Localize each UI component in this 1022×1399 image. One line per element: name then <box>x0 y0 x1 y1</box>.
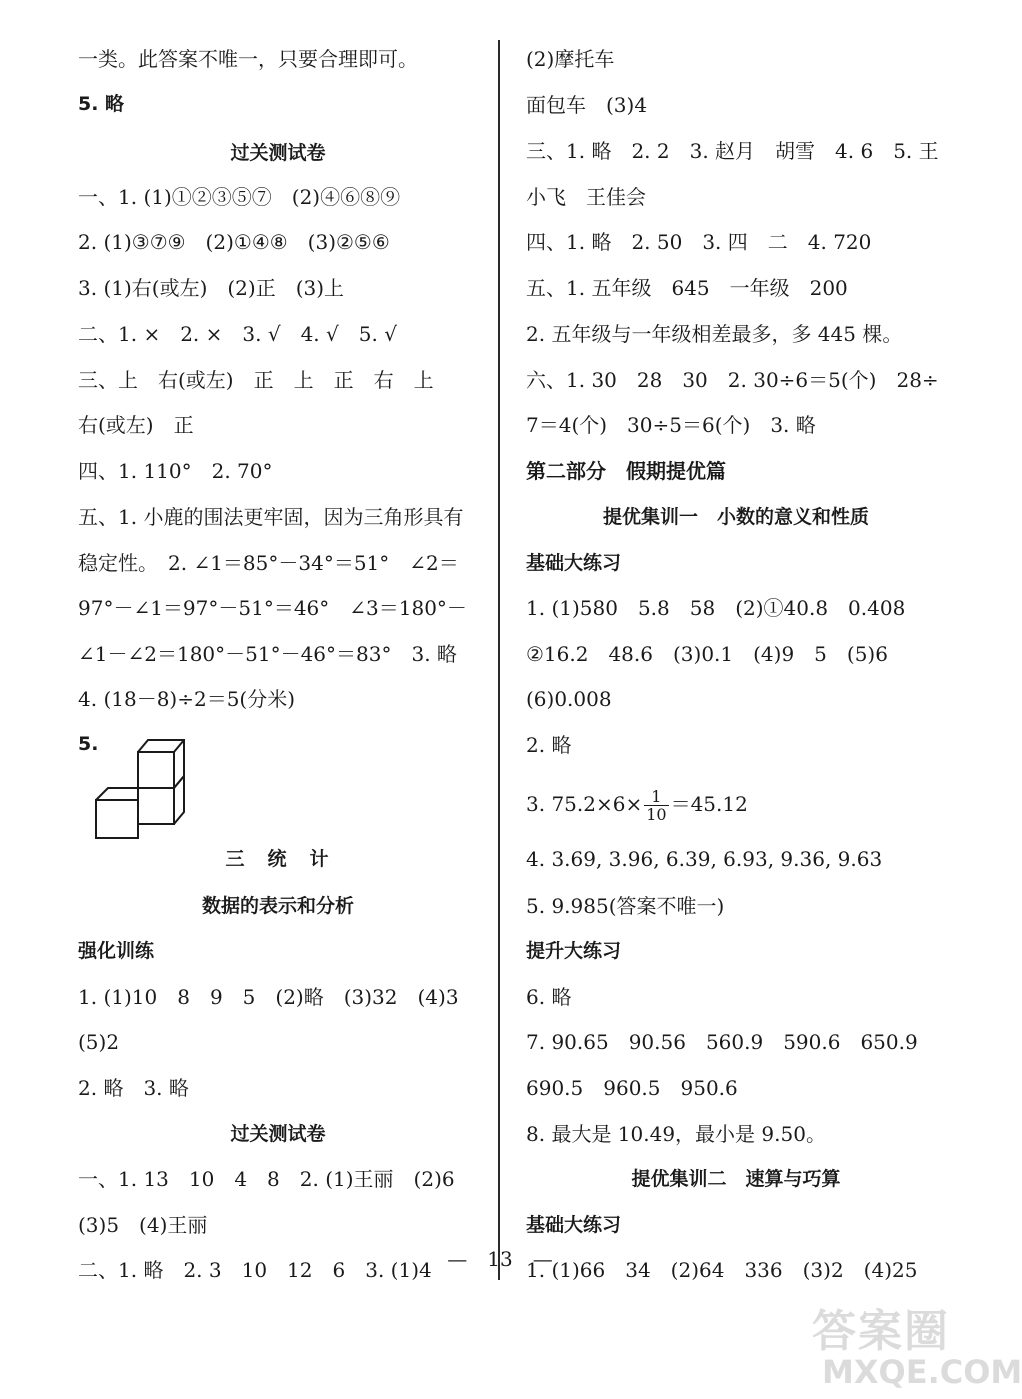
subsection-heading: 基础大练习 <box>526 552 622 574</box>
subsection-heading: 提升大练习 <box>526 940 622 962</box>
watermark-line1: 答案圈 <box>812 1306 950 1357</box>
answer-line: 右(或左) 正 <box>78 413 194 437</box>
answer-line: 二、1. × 2. × 3. √ 4. √ 5. √ <box>78 322 397 346</box>
answer-line: 小飞 王佳会 <box>526 185 646 209</box>
section-heading: 提优集训二 速算与巧算 <box>631 1168 841 1190</box>
fraction-denominator: 10 <box>646 805 667 824</box>
answer-line: 5. 略 <box>78 93 125 115</box>
answer-line: 三、上 右(或左) 正 上 正 右 上 <box>78 368 434 392</box>
answer-line: 4. 3.69, 3.96, 6.39, 6.93, 9.36, 9.63 <box>526 847 883 871</box>
section-heading: 过关测试卷 <box>230 1123 326 1145</box>
text-line: 一类。此答案不唯一，只要合理即可。 <box>78 47 418 71</box>
answer-line: 2. 略 <box>526 733 572 757</box>
answer-line: 面包车 (3)4 <box>526 93 648 117</box>
answer-line: (3)5 (4)王丽 <box>78 1213 208 1237</box>
answer-line: 4. (18－8)÷2＝5(分米) <box>78 687 296 711</box>
answer-line: 五、1. 五年级 645 一年级 200 <box>526 276 848 300</box>
fraction <box>644 788 668 823</box>
answer-line: 97°－∠1＝97°－51°＝46° ∠3＝180°－ <box>78 596 467 620</box>
cube-stack-figure <box>94 734 194 849</box>
answer-line: (5)2 <box>78 1030 120 1054</box>
answer-line: 二、1. 略 2. 3 10 12 6 3. (1)4 <box>78 1258 432 1282</box>
answer-line: 690.5 960.5 950.6 <box>526 1076 738 1100</box>
section-heading: 数据的表示和分析 <box>201 895 354 917</box>
answer-line: 2. 五年级与一年级相差最多，多 445 棵。 <box>526 322 903 346</box>
answer-line: 三、1. 略 2. 2 3. 赵月 胡雪 4. 6 5. 王 <box>526 139 939 163</box>
answer-line: 7. 90.65 90.56 560.9 590.6 650.9 <box>526 1030 918 1054</box>
answer-line: 7＝4(个) 30÷5＝6(个) 3. 略 <box>526 413 816 437</box>
fraction-numerator: 1 <box>644 788 668 806</box>
answer-line: (6)0.008 <box>526 687 612 711</box>
answer-line: ∠1－∠2＝180°－51°－46°＝83° 3. 略 <box>78 642 457 666</box>
watermark-logo <box>792 1295 1022 1395</box>
column-divider <box>498 40 500 1280</box>
subsection-heading: 强化训练 <box>78 940 155 962</box>
formula-start: 3. 75.2×6× <box>526 792 643 816</box>
answer-line: 一、1. 13 10 4 8 2. (1)王丽 (2)6 <box>78 1167 455 1191</box>
page-number: — 13 — <box>447 1247 553 1271</box>
subsection-heading: 基础大练习 <box>526 1214 622 1236</box>
answer-line: 2. (1)③⑦⑨ (2)①④⑧ (3)②⑤⑥ <box>78 230 390 254</box>
formula-line <box>526 788 748 823</box>
answer-line: 一、1. (1)①②③⑤⑦ (2)④⑥⑧⑨ <box>78 185 401 209</box>
answer-line: 四、1. 略 2. 50 3. 四 二 4. 720 <box>526 230 872 254</box>
answer-line: 五、1. 小鹿的围法更牢固，因为三角形具有 <box>78 505 464 529</box>
answer-line: 四、1. 110° 2. 70° <box>78 459 273 483</box>
answer-line: ②16.2 48.6 (3)0.1 (4)9 5 (5)6 <box>526 642 888 666</box>
answer-line: 1. (1)10 8 9 5 (2)略 (3)32 (4)3 <box>78 985 459 1009</box>
answer-line: 1. (1)66 34 (2)64 336 (3)2 (4)25 <box>526 1258 918 1282</box>
answer-line: 6. 略 <box>526 985 572 1009</box>
answer-line: 5. 9.985(答案不唯一) <box>526 894 725 918</box>
section-heading: 提优集训一 小数的意义和性质 <box>602 506 869 528</box>
chapter-heading: 三 统 计 <box>225 848 331 870</box>
answer-line: 3. (1)右(或左) (2)正 (3)上 <box>78 276 345 300</box>
answer-line: 稳定性。 2. ∠1＝85°－34°＝51° ∠2＝ <box>78 551 459 575</box>
section-heading: 过关测试卷 <box>230 142 326 164</box>
answer-line: 2. 略 3. 略 <box>78 1076 189 1100</box>
watermark-line2: MXQE.COM <box>822 1353 1022 1391</box>
formula-end: ＝45.12 <box>670 792 748 816</box>
part-heading: 第二部分 假期提优篇 <box>526 459 726 483</box>
answer-line: 六、1. 30 28 30 2. 30÷6＝5(个) 28÷ <box>526 368 939 392</box>
answer-line: 1. (1)580 5.8 58 (2)①40.8 0.408 <box>526 596 906 620</box>
answer-line: 8. 最大是 10.49，最小是 9.50。 <box>526 1122 826 1146</box>
answer-line: (2)摩托车 <box>526 47 615 71</box>
answer-line: 5. <box>78 733 99 755</box>
